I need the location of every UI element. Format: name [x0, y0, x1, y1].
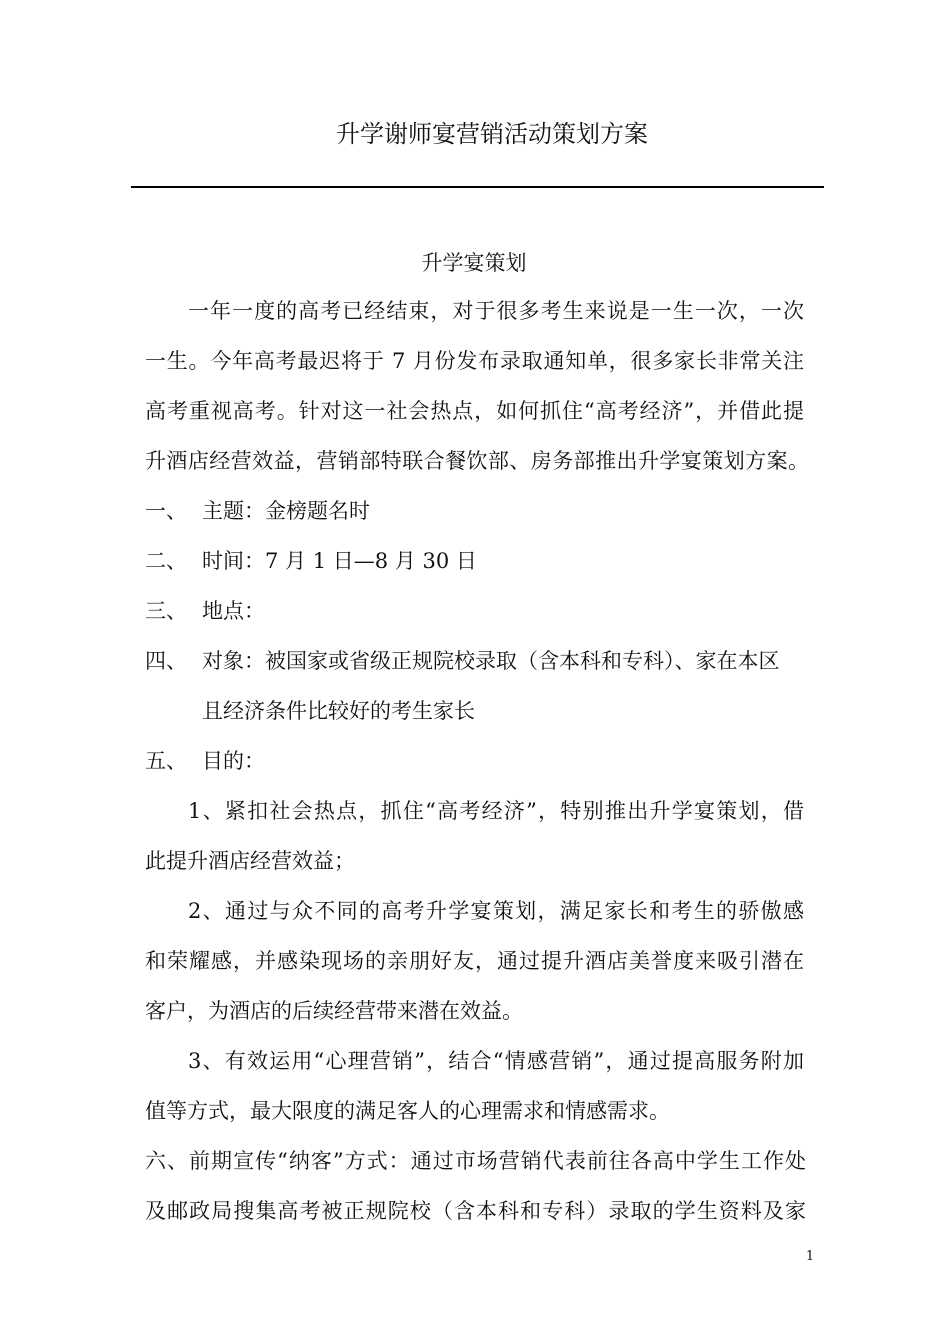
item-text: 时间：7 月 1 日—8 月 30 日 — [202, 549, 477, 573]
item-text: 目的： — [202, 749, 265, 773]
item-number: 三、 — [145, 599, 187, 623]
page-number: 1 — [805, 1249, 815, 1264]
item-number: 一、 — [145, 499, 187, 523]
item-text: 地点： — [202, 599, 265, 623]
item-theme — [145, 494, 370, 528]
intro-line-1: 一年一度的高考已经结束，对于很多考生来说是一生一次，一次 — [188, 299, 804, 323]
purpose-3-line-2: 值等方式，最大限度的满足客人的心理需求和情感需求。 — [145, 1099, 670, 1123]
item-target-continuation: 且经济条件比较好的考生家长 — [202, 699, 475, 723]
section-6-line-1: 六、前期宣传“纳客”方式：通过市场营销代表前往各高中学生工作处 — [145, 1149, 806, 1173]
item-text: 主题：金榜题名时 — [202, 499, 370, 523]
purpose-1-line-2: 此提升酒店经营效益； — [145, 849, 355, 873]
item-purpose — [145, 744, 265, 778]
item-target — [145, 644, 780, 678]
intro-line-2: 一生。今年高考最迟将于 7 月份发布录取通知单，很多家长非常关注 — [145, 349, 804, 373]
title-divider — [131, 186, 824, 188]
item-number: 二、 — [145, 549, 187, 573]
purpose-2-line-3: 客户，为酒店的后续经营带来潜在效益。 — [145, 999, 523, 1023]
section-title: 升学宴策划 — [421, 251, 527, 275]
item-text: 对象：被国家或省级正规院校录取（含本科和专科）、家在本区 — [202, 649, 780, 673]
item-number: 五、 — [145, 749, 187, 773]
section-6-line-2: 及邮政局搜集高考被正规院校（含本科和专科）录取的学生资料及家 — [145, 1199, 806, 1223]
item-location — [145, 594, 265, 628]
purpose-2-line-2: 和荣耀感，并感染现场的亲朋好友，通过提升酒店美誉度来吸引潜在 — [145, 949, 804, 973]
purpose-3-line-1: 3、有效运用“心理营销”，结合“情感营销”，通过提高服务附加 — [188, 1049, 804, 1073]
purpose-2-line-1: 2、通过与众不同的高考升学宴策划，满足家长和考生的骄傲感 — [188, 899, 804, 923]
item-time — [145, 544, 477, 578]
intro-line-3: 高考重视高考。针对这一社会热点，如何抓住“高考经济”，并借此提 — [145, 399, 804, 423]
purpose-1-line-1: 1、紧扣社会热点，抓住“高考经济”，特别推出升学宴策划，借 — [188, 799, 804, 823]
item-number: 四、 — [145, 649, 187, 673]
intro-line-4: 升酒店经营效益，营销部特联合餐饮部、房务部推出升学宴策划方案。 — [145, 449, 809, 473]
document-title: 升学谢师宴营销活动策划方案 — [336, 120, 648, 148]
